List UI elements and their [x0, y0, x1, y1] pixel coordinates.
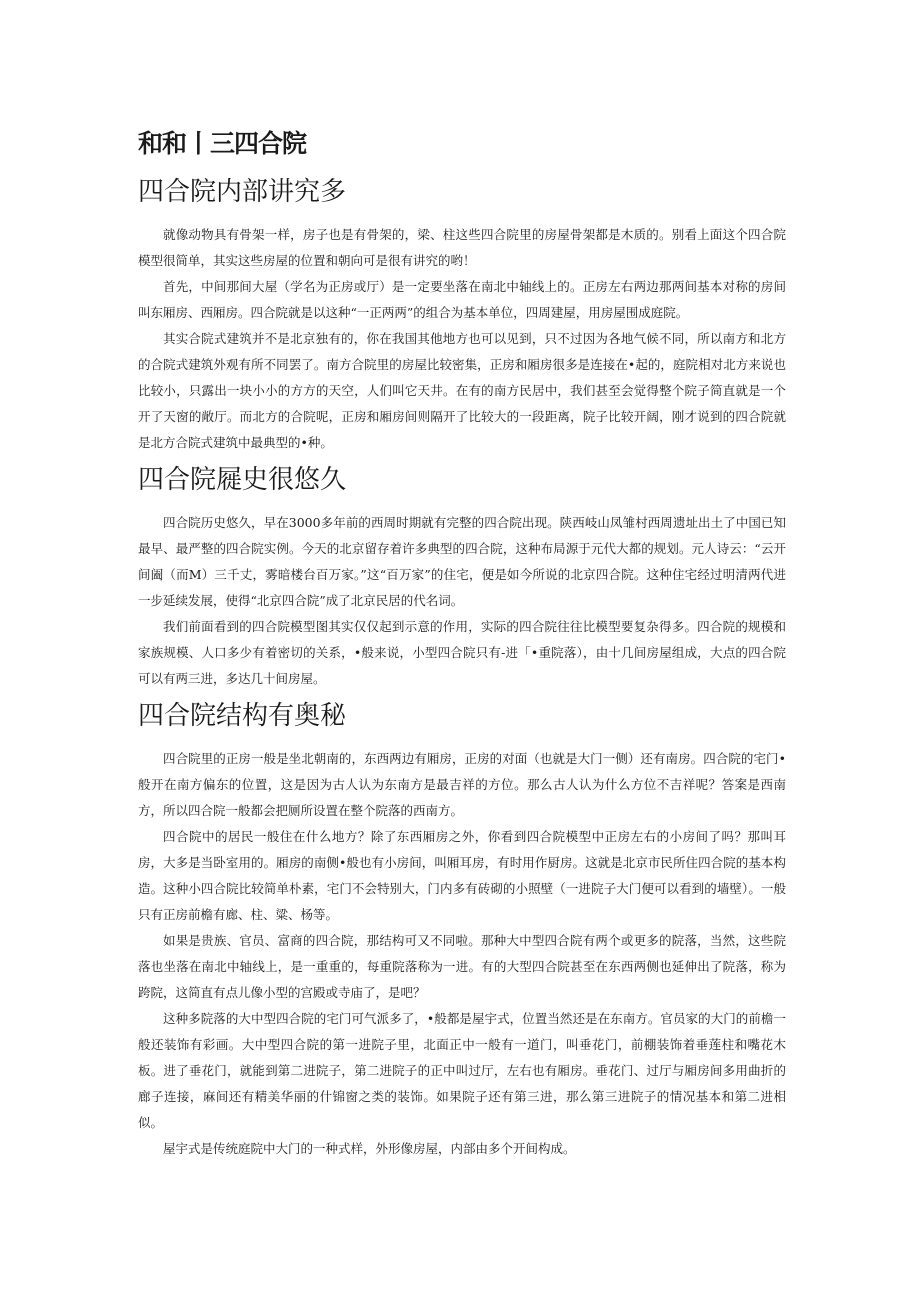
- paragraph: 就像动物具有骨架一样，房子也是有骨架的，梁、柱这些四合院里的房屋骨架都是木质的。别看上面这个四合院模型很简单，其实这些房屋的位置和朝向可是很有讲究的哟！: [138, 227, 786, 268]
- document-page: [138, 122, 786, 1168]
- paragraph: 四合院里的正房一般是坐北朝南的，东西两边有厢房，正房的对面（也就是大门一侧）还有南房。四合院的宅门•般开在南方偏东的位置，这是因为古人认为东南方是最吉祥的方位。那么古人认为什么方位不吉祥呢？答案是西南方，所以四合院一般都会把厕所设置在整个院落的西南方。: [138, 751, 786, 818]
- section-interior: [138, 174, 786, 456]
- paragraph: 我们前面看到的四合院模型图其实仅仅起到示意的作用，实际的四合院往往比模型要复杂得多。四合院的规模和家族规模、人口多少有着密切的关系，•般来说，小型四合院只有-进「•重院落），由十几间房屋组成，大点的四合院可以有两三进，多达几十间房屋。: [138, 619, 786, 686]
- paragraph: 这种多院落的大中型四合院的宅门可气派多了，•般都是屋宇式，位置当然还是在东南方。官员家的大门的前檐一般还装饰有彩画。大中型四合院的第一进院子里，北面正中一般有一道门，叫垂花门，前棚装饰着垂莲柱和嘴花木板。进了垂花门，就能到第二进院子，第二进院子的正中叫过厅，左右也有厢房。垂花门、过厅与厢房间多用曲折的廊子连接，麻间还有精美华丽的什锦窗之类的装饰。如果院子还有第三进，那么第三进院子的情况基本和第二进相似。: [138, 1011, 786, 1130]
- paragraph: 如果是贵族、官员、富商的四合院，那结构可又不同啦。那种大中型四合院有两个或更多的院落，当然，这些院落也坐落在南北中轴线上，是一重重的，每重院落称为一进。有的大型四合院甚至在东西两侧也延伸出了院落，称为跨院，这简直有点儿像小型的宫殿或寺庙了，是吧？: [138, 933, 786, 1000]
- paragraph: 四合院历史悠久，早在3000多年前的西周时期就有完整的四合院出现。陕西岐山凤雏村西周遗址出土了中国已知最早、最严整的四合院实例。今天的北京留存着许多典型的四合院，这种布局源于元代大都的规划。元人诗云：“云开间阖（而M）三千丈，雾暗楼台百万家。”这“百万家”的住宅，便是如今所说的北京四合院。这种住宅经过明清两代进一步延续发展，使得“北京四合院”成了北京民居的代名词。: [138, 515, 786, 608]
- paragraph: 其实合院式建筑并不是北京独有的，你在我国其他地方也可以见到，只不过因为各地气候不同，所以南方和北方的合院式建筑外观有所不同罢了。南方合院里的房屋比较密集，正房和厢房很多是连接在•起的，庭院相对北方来说也比较小，只露出一块小小的方方的天空，人们叫它天井。在有的南方民居中，我们甚至会觉得整个院子简直就是一个开了天窗的敞厅。而北方的合院呢，正房和厢房间则隔开了比较大的一段距离，院子比较开阔，刚才说到的四合院就是北方合院式建筑中最典型的•种。: [138, 331, 786, 450]
- paragraph: 屋宇式是传统庭院中大门的一种式样，外形像房屋，内部由多个开间构成。: [163, 1141, 576, 1156]
- section-heading: 四合院屣史很悠久: [138, 465, 347, 495]
- paragraph: 四合院中的居民一般住在什么地方？除了东西厢房之外，你看到四合院模型中正房左右的小房间了吗？那叫耳房，大多是当卧室用的。厢房的南侧•般也有小房间，叫厢耳房，有时用作厨房。这就是北京市民所住四合院的基本构造。这种小四合院比较简单朴素，宅门不会特别大，门内多有砖砌的小照壁（一进院子大门便可以看到的墙壁）。一般只有正房前檐有廊、柱、粱、杨等。: [138, 829, 786, 922]
- section-heading: 四合院内部讲究多: [138, 177, 347, 207]
- paragraph: 首先，中间那间大屋（学名为正房或厅）是一定要坐落在南北中轴线上的。正房左右两边那两间基本对称的房间叫东厢房、西厢房。四合院就是以这种“一正两两”的组合为基本单位，四周建屋，用房屋围成庭院。: [138, 279, 786, 320]
- section-history: [138, 462, 786, 692]
- section-heading: 四合院结构有奥秘: [138, 701, 347, 731]
- document-title: 和和丨三四合院: [138, 129, 307, 158]
- section-structure: [138, 698, 786, 1162]
